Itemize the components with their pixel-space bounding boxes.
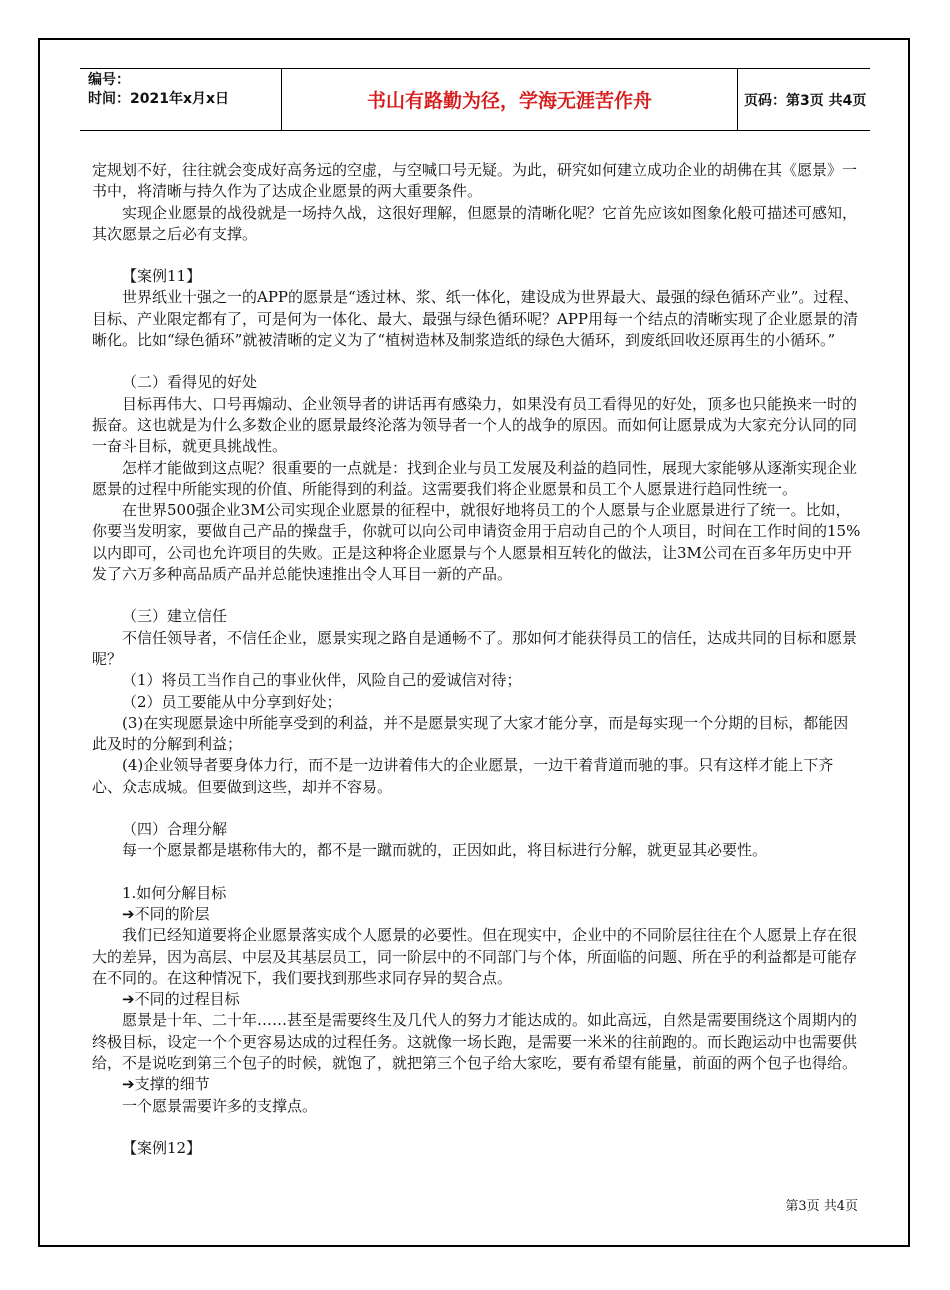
arrow-item: ➔不同的过程目标 (122, 990, 240, 1009)
paragraph: 怎样才能做到这点呢？很重要的一点就是：找到企业与员工发展及利益的趋同性，展现大家能够从逐渐实现企业愿景的过程中所能实现的价值、所能得到的利益。这需要我们将企业愿景和员工个人愿景进行趋同性统一。 (92, 458, 858, 498)
list-item: （2）员工要能从中分享到好处； (122, 692, 342, 711)
paragraph: 愿景是十年、二十年……甚至是需要终生及几代人的努力才能达成的。如此高远，自然是需要围绕这个周期内的终极目标，设定一个个更容易达成的过程任务。这就像一场长跑，是需要一米米的往前跑的。而长跑运动中也需要供给，不是说吃到第三个包子的时候，就饱了，就把第三个包子给大家吃，要有希望有能量，前面的两个包子也得给。 (92, 1011, 858, 1072)
arrow-right-icon: ➔ (122, 904, 135, 923)
section-heading: （四）合理分解 (122, 820, 228, 839)
list-item: (4)企业领导者要身体力行，而不是一边讲着伟大的企业愿景，一边干着背道而驰的事。只有这样才能上下齐心、众志成城。但要做到这些，却并不容易。 (92, 756, 834, 796)
page-header (80, 68, 870, 131)
section-heading: （三）建立信任 (122, 607, 228, 626)
paragraph: 在世界500强企业3M公司实现企业愿景的征程中，就很好地将员工的个人愿景与企业愿景进行了统一。比如，你要当发明家，要做自己产品的操盘手，你就可以向公司申请资金用于启动自己的个人项目，时间在工作时间的15%以内即可，公司也允许项目的失败。正是这种将企业愿景与个人愿景相互转化的做法，让3M公司在百多年历史中开发了六万多种高品质产品并总能快速推出令人耳目一新的产品。 (92, 501, 861, 584)
subsection-heading: 1.如何分解目标 (122, 883, 227, 902)
paragraph: 不信任领导者，不信任企业，愿景实现之路自是通畅不了。那如何才能获得员工的信任，达成共同的目标和愿景呢？ (92, 628, 858, 668)
paragraph: 目标再伟大、口号再煽动、企业领导者的讲话再有感染力，如果没有员工看得见的好处，顶多也只能换来一时的振奋。这也就是为什么多数企业的愿景最终沦落为领导者一个人的战争的原因。而如何让愿景成为大家充分认同的同一奋斗目标，就更具挑战性。 (92, 394, 858, 456)
case-heading: 【案例12】 (122, 1138, 202, 1157)
header-page-number: 页码：第3页 共4页 (744, 92, 867, 109)
paragraph: 我们已经知道要将企业愿景落实成个人愿景的必要性。但在现实中，企业中的不同阶层往往在个人愿景上存在很大的差异，因为高层、中层及其基层员工，同一阶层中的不同部门与个体，所面临的问题、所在乎的利益都是可能存在不同的。在这种情况下，我们要找到那些求同存异的契合点。 (92, 926, 858, 987)
paragraph: 定规划不好，往往就会变成好高务远的空虚，与空喊口号无疑。为此，研究如何建立成功企业的胡佛在其《愿景》一书中，将清晰与持久作为了达成企业愿景的两大重要条件。 (92, 161, 858, 201)
document-date: 时间：2021年x月x日 (88, 91, 230, 107)
document-body (92, 160, 862, 1159)
page-footer: 第3页 共4页 (785, 1199, 858, 1214)
list-item: (3)在实现愿景途中所能享受到的利益，并不是愿景实现了大家才能分享，而是每实现一个分期的目标，都能因此及时的分解到利益； (92, 713, 849, 754)
list-item: （1）将员工当作自己的事业伙伴，风险自己的爱诚信对待； (122, 671, 522, 690)
case-heading: 【案例11】 (122, 267, 202, 286)
paragraph: 每一个愿景都是堪称伟大的，都不是一蹴而就的，正因如此，将目标进行分解，就更显其必要性。 (122, 841, 768, 860)
paragraph: 世界纸业十强之一的APP的愿景是“透过林、浆、纸一体化，建设成为世界最大、最强的绿色循环产业”。过程、目标、产业限定都有了，可是何为一体化、最大、最强与绿色循环呢？APP用每一个结点的清晰实现了企业愿景的清晰化。比如“绿色循环”就被清晰的定义为了“植树造林及制浆造纸的绿色大循环，到废纸回收还原再生的小循环。” (92, 288, 859, 350)
paragraph: 实现企业愿景的战役就是一场持久战，这很好理解，但愿景的清晰化呢？它首先应该如图象化般可描述可感知，其次愿景之后必有支撑。 (92, 203, 858, 243)
arrow-right-icon: ➔ (122, 990, 135, 1009)
document-number: 编号： (88, 72, 130, 88)
paragraph: 一个愿景需要许多的支撑点。 (122, 1096, 318, 1115)
arrow-right-icon: ➔ (122, 1075, 135, 1094)
arrow-item: ➔不同的阶层 (122, 904, 210, 923)
arrow-item: ➔支撑的细节 (122, 1075, 210, 1094)
header-motto: 书山有路勤为径，学海无涯苦作舟 (281, 69, 738, 130)
section-heading: （二）看得见的好处 (122, 373, 258, 392)
header-meta (88, 71, 280, 109)
